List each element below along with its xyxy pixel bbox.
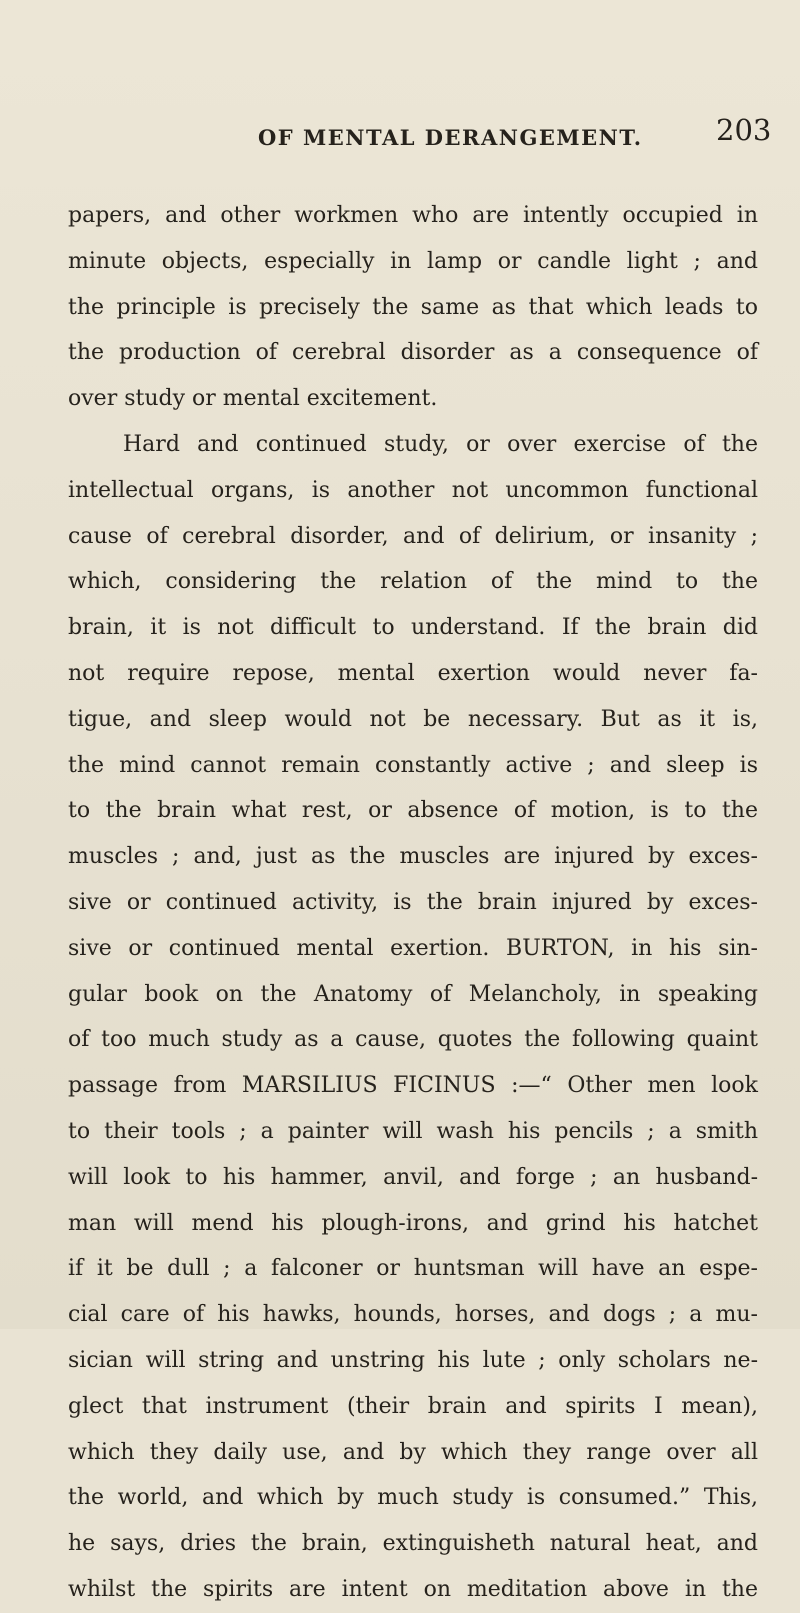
text-line: minute objects, especially in lamp or candle light ; and — [68, 248, 758, 274]
text-line: passage from MARSILIUS FICINUS :—“ Other men look — [68, 1073, 758, 1099]
header-title: OF MENTAL DERANGEMENT. — [258, 125, 643, 150]
text-line: which, considering the relation of the mind to the — [68, 569, 758, 595]
text-line: to their tools ; a painter will wash his pencils ; a smith — [68, 1118, 758, 1144]
text-line: cial care of his hawks, hounds, horses, and dogs ; a mu- — [68, 1302, 758, 1328]
text-line: the principle is precisely the same as that which leads to — [68, 294, 758, 320]
text-line: to the brain what rest, or absence of motion, is to the — [68, 798, 758, 824]
text-line: papers, and other workmen who are intently occupied in — [68, 203, 758, 228]
text-line: not require repose, mental exertion would never fa- — [68, 660, 758, 686]
text-line: of too much study as a cause, quotes the following quaint — [68, 1027, 758, 1053]
text-line: glect that instrument (their brain and spirits I mean), — [68, 1393, 758, 1419]
text-line: man will mend his plough-irons, and grind his hatchet — [68, 1210, 758, 1236]
text-line: sician will string and unstring his lute ; only scholars ne- — [68, 1347, 758, 1373]
text-line: sive or continued mental exertion. BURTON, in his sin- — [68, 935, 758, 961]
text-line: which they daily use, and by which they range over all — [68, 1439, 758, 1465]
text-line: muscles ; and, just as the muscles are injured by exces- — [68, 844, 758, 870]
running-head — [0, 113, 800, 158]
body-text — [68, 193, 758, 1613]
text-line: over study or mental excitement. — [68, 386, 438, 412]
page-number: 203 — [716, 113, 772, 147]
text-line: the production of cerebral disorder as a consequence of — [68, 340, 758, 366]
text-line: cause of cerebral disorder, and of delirium, or insanity ; — [68, 523, 758, 549]
text-line: sive or continued activity, is the brain injured by exces- — [68, 889, 758, 915]
text-line: tigue, and sleep would not be necessary. But as it is, — [68, 706, 758, 732]
text-line: intellectual organs, is another not uncommon functional — [68, 477, 758, 503]
text-line: will look to his hammer, anvil, and forge ; an husband- — [68, 1164, 758, 1190]
text-line: he says, dries the brain, extinguisheth natural heat, and — [68, 1531, 758, 1557]
text-line: gular book on the Anatomy of Melancholy, in speaking — [68, 981, 758, 1007]
text-line: if it be dull ; a falconer or huntsman will have an espe- — [68, 1256, 758, 1282]
text-line: the world, and which by much study is consumed.” This, — [68, 1485, 758, 1511]
text-line: whilst the spirits are intent on meditation above in the — [68, 1576, 758, 1602]
text-line: brain, it is not difficult to understand. If the brain did — [68, 615, 758, 641]
text-line: Hard and continued study, or over exercise of the — [123, 431, 758, 457]
text-line: the mind cannot remain constantly active ; and sleep is — [68, 752, 758, 778]
